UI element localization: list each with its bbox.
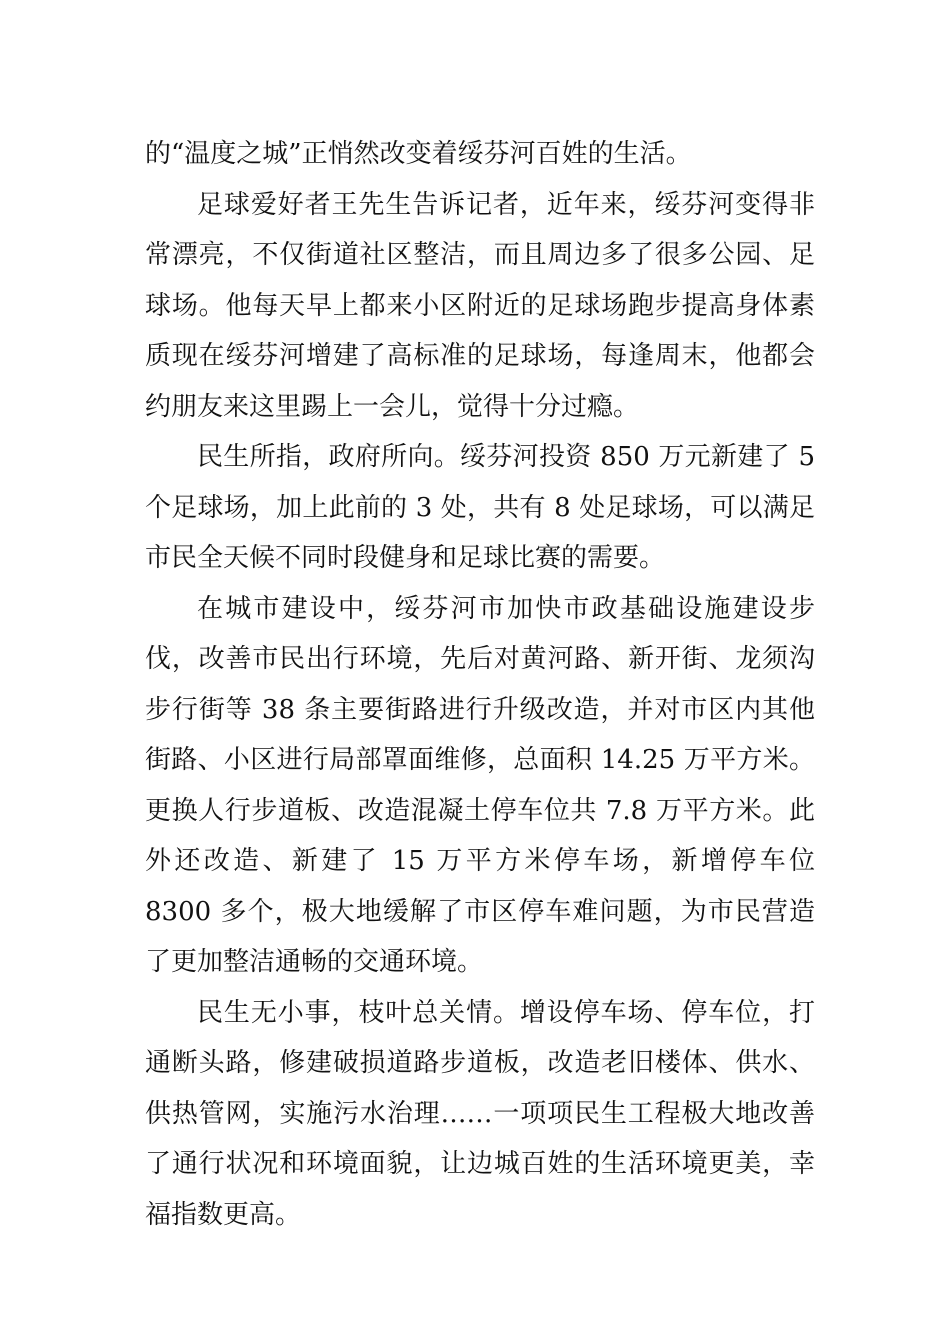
paragraph-livelihood-projects: 民生无小事，枝叶总关情。增设停车场、停车位，打通断头路，修建破损道路步道板，改造老旧楼体、供水、供热管网，实施污水治理……一项项民生工程极大地改善了通行状况和环境面貌，让边城百姓的生活环境更美，幸福指数更高。	[145, 997, 815, 1230]
paragraph-continuation: 的“温度之城”正悄然改变着绥芬河百姓的生活。	[145, 139, 692, 169]
paragraph-city-construction: 在城市建设中，绥芬河市加快市政基础设施建设步伐，改善市民出行环境，先后对黄河路、新开街、龙须沟步行街等 38 条主要街路进行升级改造，并对市区内其他街路、小区进行局部罩面维修，总面积 14.25 万平方米。更换人行步道板、改造混凝土停车位共 7.8 万平方米。此外还改造、新建了 15 万平方米停车场，新增停车位 8300 多个，极大地缓解了市区停车难问题，为市民营造了更加整洁通畅的交通环境。	[145, 593, 815, 977]
article-body	[145, 129, 815, 1240]
paragraph-football-fields: 民生所指，政府所向。绥芬河投资 850 万元新建了 5 个足球场，加上此前的 3 处，共有 8 处足球场，可以满足市民全天候不同时段健身和足球比赛的需要。	[145, 442, 815, 573]
paragraph-football-fan: 足球爱好者王先生告诉记者，近年来，绥芬河变得非常漂亮，不仅街道社区整洁，而且周边多了很多公园、足球场。他每天早上都来小区附近的足球场跑步提高身体素质现在绥芬河增建了高标准的足球场，每逢周末，他都会约朋友来这里踢上一会儿，觉得十分过瘾。	[145, 189, 815, 422]
